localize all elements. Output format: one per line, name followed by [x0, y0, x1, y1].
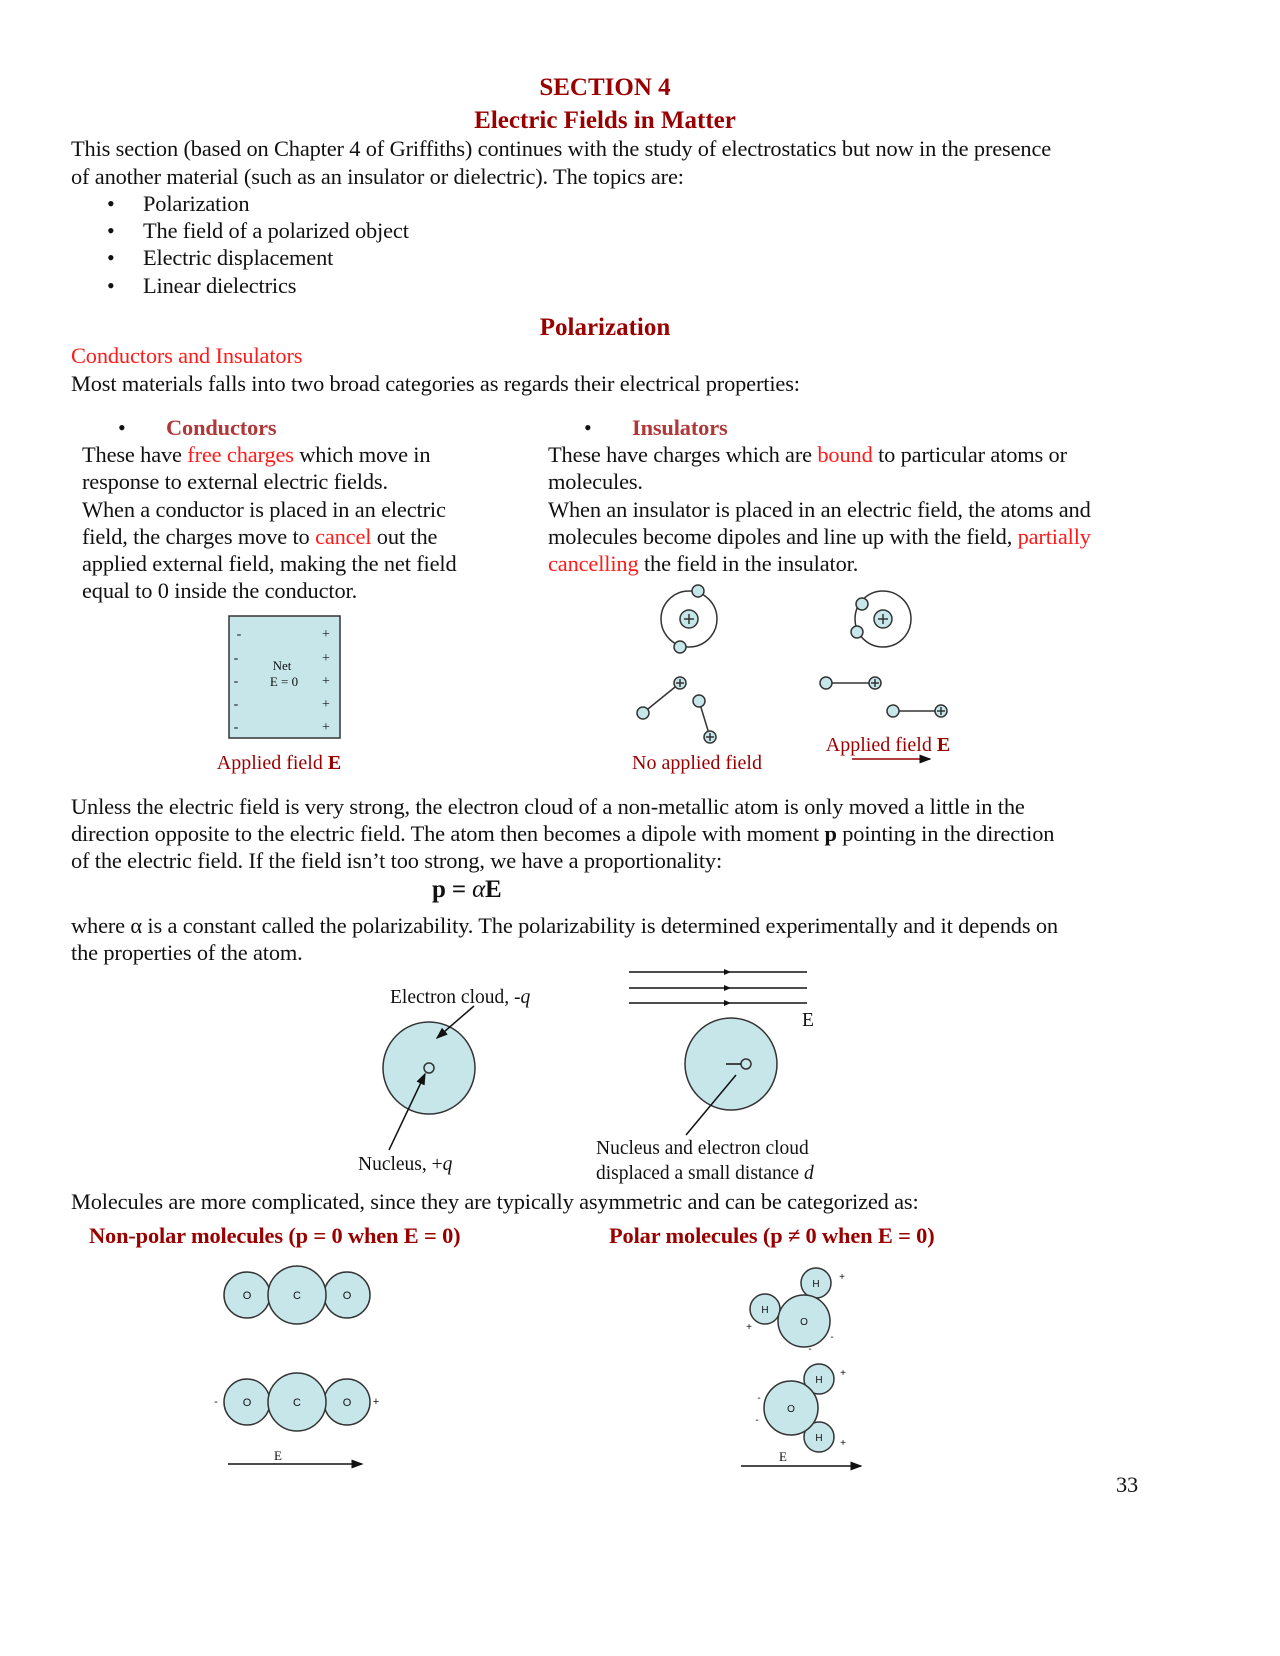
plus-charge: +	[746, 1322, 752, 1333]
lead-text: Most materials falls into two broad categories as regards their electrical properties:	[71, 371, 800, 396]
insulators-title: Insulators	[632, 415, 728, 440]
highlight: bound	[817, 442, 873, 467]
eq-alpha: α	[472, 876, 486, 903]
minus-charge: -	[808, 1344, 812, 1355]
topic-item: Electric displacement	[143, 245, 334, 270]
page-number: 33	[1116, 1472, 1139, 1497]
text: field, the charges move to	[82, 524, 316, 549]
e-zero-label: E = 0	[269, 674, 299, 689]
page-title: Electric Fields in Matter	[474, 107, 736, 134]
insulators-text: When an insulator is placed in an electric field, the atoms and	[548, 497, 1091, 522]
atom-label: O	[800, 1317, 808, 1328]
plus-charge: +	[322, 697, 330, 712]
minus-charge: -	[214, 1396, 218, 1408]
atom-label: C	[293, 1397, 301, 1409]
field-label: E	[802, 1010, 814, 1031]
minus-charge: -	[233, 720, 239, 735]
plus-charge: +	[322, 674, 330, 689]
nonpolar-heading: Non-polar molecules (p = 0 when E = 0)	[89, 1223, 461, 1248]
body-text: the properties of the atom.	[71, 940, 303, 965]
atom-label: H	[761, 1305, 769, 1316]
atom-label: C	[293, 1290, 301, 1302]
topic-item: Polarization	[143, 191, 250, 216]
text: which move in	[293, 442, 431, 467]
bullet: •	[584, 415, 592, 440]
conductor-figure	[217, 616, 341, 774]
minus-charge: -	[233, 651, 239, 666]
bullet: •	[107, 245, 115, 270]
atom-label: O	[242, 1397, 252, 1409]
bullet: •	[107, 218, 115, 243]
net-label: Net	[272, 658, 292, 673]
subheading: Conductors and Insulators	[71, 343, 303, 368]
displaced-label: Nucleus and electron cloud	[596, 1138, 809, 1159]
conductors-text: equal to 0 inside the conductor.	[82, 578, 358, 603]
body-text: of the electric field. If the field isn’t too strong, we have a proportionality:	[71, 848, 723, 873]
bullet: •	[107, 273, 115, 298]
conductors-title: Conductors	[166, 415, 277, 440]
conductors-text: applied external field, making the net field	[82, 551, 457, 576]
nucleus-label: Nucleus, +q	[358, 1154, 453, 1175]
atom-dipole-figure	[358, 969, 814, 1184]
text: out the	[371, 524, 438, 549]
intro-line: This section (based on Chapter 4 of Griffiths) continues with the study of electrostatics but now in the presence	[71, 136, 1052, 161]
text: the field in the insulator.	[638, 551, 859, 576]
text: pointing in the direction	[836, 821, 1055, 846]
highlight: cancel	[315, 524, 372, 549]
minus-charge: -	[236, 627, 242, 642]
atom-label: O	[242, 1290, 252, 1302]
conductors-text: response to external electric fields.	[82, 469, 388, 494]
insulators-text: molecules.	[548, 469, 643, 494]
topic-item: Linear dielectrics	[143, 273, 297, 298]
text: These have charges which are	[548, 442, 818, 467]
atom-label: H	[815, 1433, 823, 1444]
topic-item: The field of a polarized object	[143, 218, 409, 243]
polar-heading: Polar molecules (p ≠ 0 when E = 0)	[609, 1223, 935, 1248]
text: direction opposite to the electric field. The atom then becomes a dipole with moment	[71, 821, 825, 846]
bullet: •	[118, 415, 126, 440]
no-field-label: No applied field	[632, 752, 762, 774]
eq-p: p	[432, 876, 446, 903]
h2o-molecules	[741, 1268, 861, 1466]
insulator-figure	[632, 585, 950, 774]
text: These have	[82, 442, 188, 467]
text: to particular atoms or	[872, 442, 1067, 467]
body-text: Unless the electric field is very strong, the electron cloud of a non-metallic atom is only moved a little in the	[71, 794, 1025, 819]
atom-label: H	[812, 1279, 820, 1290]
minus-charge: -	[757, 1393, 761, 1404]
plus-charge: +	[840, 1368, 846, 1379]
minus-charge: -	[755, 1415, 759, 1426]
plus-charge: +	[322, 720, 330, 735]
section-number: SECTION 4	[539, 74, 671, 101]
field-label: E	[274, 1448, 282, 1463]
applied-field-label: Applied field E	[216, 752, 342, 774]
body-text: where α is a constant called the polarizability. The polarizability is determined experimentally and it depends on	[71, 913, 1058, 938]
minus-charge: -	[233, 674, 239, 689]
minus-charge: -	[830, 1332, 834, 1343]
field-label: E	[779, 1449, 787, 1464]
plus-charge: +	[840, 1438, 846, 1449]
highlight: free charges	[187, 442, 294, 467]
atom-label: O	[342, 1290, 352, 1302]
conductors-text: When a conductor is placed in an electric	[82, 497, 446, 522]
eq-E: E	[485, 876, 502, 903]
electron-cloud-label: Electron cloud, -q	[390, 987, 531, 1008]
plus-charge: +	[322, 627, 330, 642]
eq-equals: =	[445, 876, 473, 903]
plus-charge: +	[839, 1272, 845, 1283]
text: molecules become dipoles and line up with the field,	[548, 524, 1018, 549]
atom-label: O	[342, 1397, 352, 1409]
displaced-label: displaced a small distance d	[596, 1163, 814, 1184]
applied-field-label: Applied field E	[825, 734, 951, 756]
co2-molecules	[214, 1266, 379, 1464]
plus-charge: +	[372, 1396, 380, 1408]
atom-label: O	[787, 1404, 795, 1415]
polarization-heading: Polarization	[539, 314, 671, 341]
bold-p: p	[824, 821, 837, 846]
bullet: •	[107, 191, 115, 216]
intro-line: of another material (such as an insulator or dielectric). The topics are:	[71, 164, 684, 189]
highlight: cancelling	[548, 551, 639, 576]
atom-label: H	[815, 1375, 823, 1386]
body-text: Molecules are more complicated, since they are typically asymmetric and can be categorized as:	[71, 1189, 919, 1214]
minus-charge: -	[233, 697, 239, 712]
highlight: partially	[1017, 524, 1091, 549]
plus-charge: +	[322, 651, 330, 666]
